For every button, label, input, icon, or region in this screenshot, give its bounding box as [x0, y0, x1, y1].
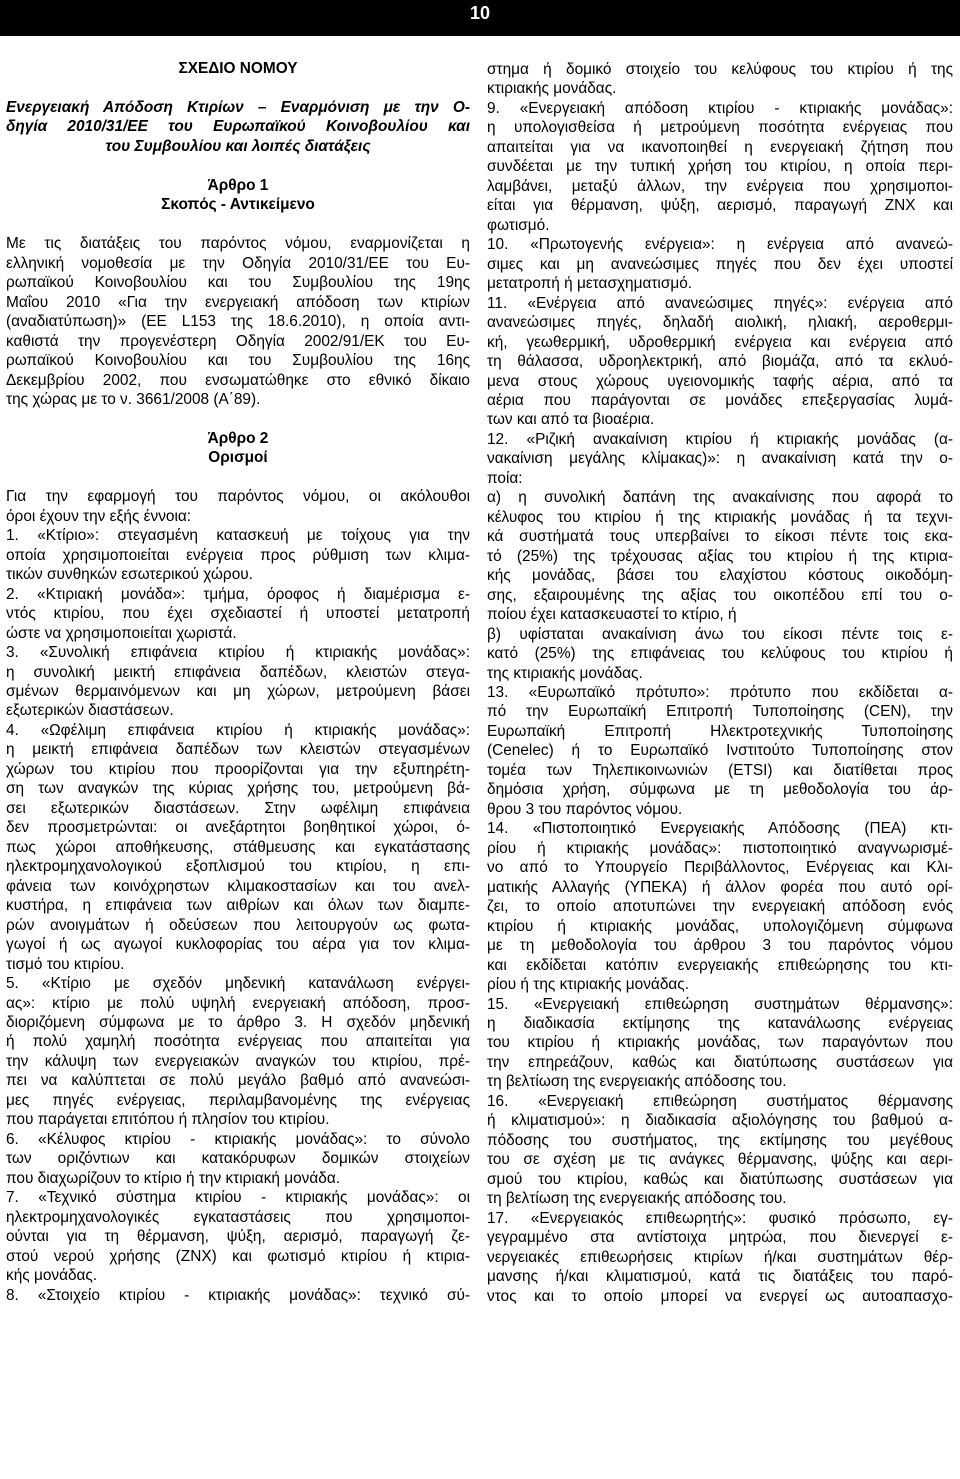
left-text-line: 2. «Κτιριακή μονάδα»: τμήμα, όροφος ή διαμέρισμα ε-	[6, 585, 470, 603]
right-text-line: ποία:	[487, 469, 523, 487]
right-text-line: ντος και το οποίο μπορεί να ενεργεί ως αυτοαπασχο-	[487, 1287, 953, 1305]
right-text-line: 14. «Πιστοποιητικό Ενεργειακής Απόδοσης (ΠΕΑ) κτι-	[487, 820, 953, 838]
right-text-line: πόδοσης του συστήματος, της εκτίμησης του μεγέθους	[487, 1131, 953, 1149]
left-heading-line: ΣΧΕΔΙΟ ΝΟΜΟΥ	[178, 60, 298, 77]
left-text-line: σει εξωτερικών διαστάσεων. Στην ωφέλιμη επιφάνεια	[6, 799, 470, 817]
page-number: 10	[0, 0, 960, 36]
left-text-line: κυστήρα, η επιφάνεια των αιθρίων και όλων των διαμπε-	[6, 897, 470, 915]
left-text-line: ας»: κτίριο με πολύ υψηλή ενεργειακή απόδοση, προσ-	[6, 994, 470, 1012]
left-text-line: δεν προσμετρώνται: οι ανεξάρτητοι βοηθητικοί χώροι, ό-	[6, 819, 470, 837]
left-text-line: φάνεια των κοινόχρηστων κλιμακοστασίων και του ανελ-	[6, 877, 470, 895]
right-text-line: μανσης ή/και κλιματισμού, κατά τις διατάξεις του παρό-	[487, 1268, 953, 1286]
left-bill-title-line: δηγία 2010/31/ΕΕ του Ευρωπαϊκού Κοινοβουλίου και	[6, 118, 470, 136]
left-text-line: 3. «Συνολική επιφάνεια κτιρίου ή κτιριακής μονάδας»:	[6, 644, 470, 662]
right-text-line: 10. «Πρωτογενής ενέργεια»: η ενέργεια από ανανεώ-	[487, 236, 953, 254]
left-text-line: χώρων του κτιρίου που προορίζονται για την εξυπηρέτη-	[6, 760, 470, 778]
right-text-line: νεργειακές επιθεωρήσεις κτιρίων ή/και συστημάτων θέρ-	[487, 1248, 953, 1266]
left-text-line: Με τις διατάξεις του παρόντος νόμου, εναρμονίζεται η	[6, 235, 470, 253]
right-text-line: κτιρίου ή κτιριακής μονάδας, υπολογιζόμενη σύμφωνα	[487, 917, 953, 935]
right-text-line: νο από το Υπουργείο Περιβάλλοντος, Ενέργειας και Κλι-	[487, 859, 953, 877]
left-text-line: 8. «Στοιχείο κτιρίου - κτιριακής μονάδας»: τεχνικό σύ-	[6, 1286, 470, 1304]
left-text-line: Δεκεμβρίου 2002, που ενσωματώθηκε στο εθνικό δίκαιο	[6, 371, 470, 389]
left-text-line: καθιστά την προγενέστερη Οδηγία 2002/91/ΕΚ του Ευ-	[6, 332, 470, 350]
left-text-line: ρών ανοιγμάτων ή οδεύσεων που λειτουργούν ως φωτα-	[6, 916, 470, 934]
right-text-line: α) η συνολική δαπάνη της ανακαίνισης που αφορά το	[487, 489, 953, 507]
left-text-line: 5. «Κτίριο με σχεδόν μηδενική κατανάλωση ενέργει-	[6, 975, 470, 993]
left-text-line: των οριζόντιων και κατακόρυφων δομικών στοιχείων	[6, 1150, 470, 1168]
right-text-line: σιμες και μη ανανεώσιμες πηγές που δεν έχει υποστεί	[487, 255, 953, 273]
left-text-line: γωγοί ή ως αγωγοί κυκλοφορίας του αέρα για τον κλιμα-	[6, 936, 470, 954]
left-text-line: η μεικτή επιφάνεια δαπέδων των κλειστών στεγασμένων	[6, 741, 470, 759]
left-spacer	[6, 78, 470, 97]
left-heading-line: Σκοπός - Αντικείμενο	[161, 196, 315, 214]
left-text-line: (αναδιατύπωση)» (ΕΕ L153 της 18.6.2010), η οποία αντι-	[6, 313, 470, 331]
right-text-line: μενα στους χώρους υγειονομικής ταφής αέρια, από τα	[487, 372, 953, 390]
right-text-line: απαιτείται για να ικανοποιηθεί η ενεργειακή ζήτηση που	[487, 138, 953, 156]
right-text-line: στημα ή δομικό στοιχείο του κελύφους του κτιρίου ή της	[487, 61, 953, 78]
left-text-line: πει να καλύπτεται σε πολύ μεγάλο βαθμό από ανανεώσι-	[6, 1072, 470, 1090]
left-heading-line: Ορισμοί	[208, 449, 268, 467]
right-text-line: της κτιριακής μονάδας.	[487, 664, 643, 682]
right-text-line: ματικής Αλλαγής (ΥΠΕΚΑ) ή άλλον φορέα που αυτό ορί-	[487, 878, 953, 896]
right-text-line: νακαίνιση μεγάλης κλίμακας)»: η ανακαίνιση κατά την ο-	[487, 450, 953, 468]
left-text-line: ελληνική νομοθεσία με την Οδηγία 2010/31/ΕΕ του Ευ-	[6, 254, 470, 272]
left-text-line: οποία χρησιμοποιείται ενέργεια προς ρύθμιση των κλιμα-	[6, 546, 470, 564]
right-text-line: 15. «Ενεργειακή επιθεώρηση συστημάτων θέρμανσης»:	[487, 995, 953, 1013]
right-text-line: (Cenelec) ή το Ευρωπαϊκό Ινστιτούτο Τυποποίησης στον	[487, 742, 953, 760]
left-spacer	[6, 468, 470, 487]
left-text-line: ση των αναγκών της κύριας χρήσης του, μετρούμενη βά-	[6, 780, 470, 798]
right-text-line: η υπολογισθείσα ή μετρούμενη ποσότητα ενέργειας που	[487, 119, 953, 137]
right-text-line: πό την Ευρωπαϊκή Επιτροπή Τυποποίησης (CEN), την	[487, 703, 953, 721]
left-text-line: 1. «Κτίριο»: στεγασμένη κατασκευή με τοίχους για την	[6, 527, 470, 545]
left-text-line: ηλεκτρομηχανολογικού εξοπλισμού του κτιρίου, η επι-	[6, 858, 470, 876]
right-text-line: 16. «Ενεργειακή επιθεώρηση συστήματος θέρμανσης	[487, 1092, 953, 1110]
left-text-line: της χώρας με το ν. 3661/2008 (Α΄89).	[6, 390, 261, 408]
right-text-line: σμού του κτιρίου, καθώς και διατύπωσης συστάσεων για	[487, 1170, 953, 1188]
right-text-line: ανανεώσιμες πηγές, δηλαδή αιολική, ηλιακή, αεροθερμι-	[487, 314, 953, 332]
right-text-line: είται για θέρμανση, ψύξη, αερισμό, παραγωγή ΖΝΧ και	[487, 197, 953, 215]
right-text-line: τη θάλασσα, υδροηλεκτρική, από βιομάζα, από τα εκλυό-	[487, 353, 953, 371]
left-text-line: ρωπαϊκού Κοινοβουλίου και του Συμβουλίου της 19ης	[6, 274, 470, 292]
right-text-line: συνδέεται με την τυπική χρήση του κτιρίου, η οποία περι-	[487, 158, 953, 176]
left-text-line: 7. «Τεχνικό σύστημα κτιρίου - κτιριακής μονάδας»: οι	[6, 1189, 470, 1207]
right-text-line: Ευρωπαϊκή Επιτροπή Ηλεκτροτεχνικής Τυποποίησης	[487, 722, 953, 740]
right-text-line: την επηρεάζουν, καθώς και διατύπωσης συστάσεων για	[487, 1053, 953, 1071]
right-text-line: 17. «Ενεργειακός επιθεωρητής»: φυσικό πρόσωπο, εγ-	[487, 1209, 953, 1227]
right-text-line: β) υφίσταται ανακαίνιση άνω του είκοσι πέντε τοις ε-	[487, 625, 953, 643]
left-text-line: ούνται για τη θέρμανση, ψύξη, αερισμό, παραγωγή ζε-	[6, 1228, 470, 1246]
left-text-line: ρωπαϊκού Κοινοβουλίου και του Συμβουλίου της 16ης	[6, 352, 470, 370]
left-text-line: όροι έχουν την εξής έννοια:	[6, 507, 192, 525]
right-text-line: γεγραμμένο στα αντίστοιχα μητρώα, που διενεργεί ε-	[487, 1229, 953, 1247]
right-text-line: κή, γεωθερμική, υδροθερμική ενέργεια και ενέργεια από	[487, 333, 953, 351]
right-text-line: τη βελτίωση της ενεργειακής απόδοσης του.	[487, 1073, 787, 1091]
right-text-line: κατό (25%) της επιφάνειας του κελύφους του κτιρίου ή	[487, 645, 953, 663]
left-text-line: 6. «Κέλυφος κτιρίου - κτιριακής μονάδας»: το σύνολο	[6, 1130, 470, 1148]
right-text-line: ρίου ή της κτιριακής μονάδας.	[487, 976, 689, 994]
right-text-line: δημόσια χρήση, σύμφωνα με τη μεθοδολογία του άρ-	[487, 781, 953, 799]
left-text-line: η συνολική μεικτή επιφάνεια δαπέδων, κλειστών στεγα-	[6, 663, 470, 681]
right-text-line: ποίου έχει κατασκευαστεί το κτίριο, ή	[487, 606, 737, 624]
right-text-line: των και από τα βιοαέρια.	[487, 411, 655, 429]
right-text-line: αέρια που παράγονται σε μονάδες επεξεργασίας λυμά-	[487, 391, 953, 409]
right-text-line: ζει, το οποίο αποτυπώνει την ενεργειακή απόδοση ενός	[487, 898, 953, 916]
left-text-line: στού νερού χρήσης (ΖΝΧ) και φωτισμό κτιρίου ή κτιρια-	[6, 1247, 470, 1265]
right-text-line: ή κλιματισμού»: η διαδικασία αξιολόγησης του βαθμού α-	[487, 1112, 953, 1130]
right-text-line: κής μονάδας, βάσει του ελαχίστου κόστους οικοδόμη-	[487, 567, 953, 585]
left-text-line: που διαχωρίζουν το κτίριο ή την κτιριακή μονάδα.	[6, 1169, 341, 1187]
right-text-line: 11. «Ενέργεια από ανανεώσιμες πηγές»: ενέργεια από	[487, 294, 953, 312]
left-bill-title-line: του Συμβουλίου και λοιπές διατάξεις	[105, 137, 371, 155]
right-text-line: κά συστήματά τους υπερβαίνει το είκοσι πέντε τοις εκα-	[487, 528, 953, 546]
left-text-line: ηλεκτρομηχανολογικές εγκαταστάσεις που χρησιμοποι-	[6, 1208, 470, 1226]
left-text-column	[6, 59, 470, 1479]
left-heading-line: Άρθρο 1	[207, 176, 269, 194]
right-text-line: του σε σχέση με τις ανάγκες θέρμανσης, ψύξης και αερι-	[487, 1151, 953, 1169]
right-text-line: ρίου ή κτιριακής μονάδας»: πιστοποιητικό αναγνωρισμέ-	[487, 839, 953, 857]
right-text-line: κέλυφος του κτιρίου ή της κτιριακής μονάδας ή τα τεχνι-	[487, 508, 953, 526]
right-text-line: φωτισμό.	[487, 216, 550, 234]
right-text-line: λαμβάνει, μεταξύ άλλων, την ενέργεια που χρησιμοποι-	[487, 177, 953, 195]
right-text-line: μετατροπή ή μετασχηματισμό.	[487, 275, 693, 293]
left-text-line: Για την εφαρμογή του παρόντος νόμου, οι ακόλουθοι	[6, 488, 470, 506]
left-text-line: την κάλυψη των ενεργειακών αναγκών του κτιρίου, πρέ-	[6, 1052, 470, 1070]
left-text-line: πως χώροι αποθήκευσης, στάθμευσης και εγκατάστασης	[6, 838, 470, 856]
left-text-line: κής μονάδας.	[6, 1267, 98, 1285]
left-spacer	[6, 215, 470, 234]
left-spacer	[6, 156, 470, 175]
left-spacer	[6, 409, 470, 428]
right-text-line: σης, εξαιρουμένης της αξίας του οικοπέδου επί του ο-	[487, 586, 953, 604]
right-text-line: τομέα των Τηλεπικοινωνιών (ETSI) και διατίθεται προς	[487, 761, 953, 779]
right-text-line: 9. «Ενεργειακή απόδοση κτιρίου - κτιριακής μονάδας»:	[487, 99, 953, 117]
right-text-line: τό (25%) της τρέχουσας αξίας του κτιρίου ή της κτιρια-	[487, 547, 953, 565]
left-text-line: τισμό του κτιρίου.	[6, 955, 125, 973]
left-heading-line: Άρθρο 2	[207, 429, 269, 447]
left-text-line: ντός κτιρίου, που έχει σχεδιαστεί ή υποστεί μετατροπή	[6, 605, 470, 623]
left-text-line: σμένων θερμαινόμενων και μη χώρων, μετρούμενη βάσει	[6, 683, 470, 700]
left-text-line: που παράγεται επιτόπου ή πλησίον του κτιρίου.	[6, 1111, 330, 1129]
left-text-line: ή πολύ χαμηλή ποσότητα ενέργειας που απαιτείται για	[6, 1033, 470, 1051]
left-text-line: εξωτερικών διαστάσεων.	[6, 702, 174, 720]
right-text-line: του κτιρίου ή κτιριακής μονάδας, των παραγόντων που	[487, 1034, 953, 1052]
right-text-line: 12. «Ριζική ανακαίνιση κτιρίου ή κτιριακής μονάδας (α-	[487, 430, 953, 448]
left-text-line: ώστε να χρησιμοποιείται χωριστά.	[6, 624, 237, 642]
right-text-line: με τη μεθοδολογία του άρθρου 3 του παρόντος νόμου	[487, 937, 953, 955]
left-text-line: διοριζόμενη σύμφωνα με το άρθρο 3. Η σχεδόν μηδενική	[6, 1013, 470, 1031]
right-text-line: κτιριακής μονάδας.	[487, 80, 617, 98]
right-text-line: τη βελτίωση της ενεργειακής απόδοσης του.	[487, 1190, 787, 1208]
left-text-line: 4. «Ωφέλιμη επιφάνεια κτιρίου ή κτιριακής μονάδας»:	[6, 721, 470, 739]
left-bill-title-line: Ενεργειακή Απόδοση Κτιρίων – Εναρμόνιση με την Ο-	[6, 98, 470, 116]
right-text-line: 13. «Ευρωπαϊκό πρότυπο»: πρότυπο που εκδίδεται α-	[487, 684, 953, 701]
left-text-line: τικών συνθηκών εσωτερικού χώρου.	[6, 566, 253, 584]
right-text-line: και εκδίδεται κατόπιν ενεργειακής επιθεώρησης του κτι-	[487, 956, 953, 974]
right-text-line: θρου 3 του παρόντος νόμου.	[487, 800, 683, 818]
left-text-line: μες πηγές ενέργειας, περιλαμβανομένης της ενέργειας	[6, 1091, 470, 1109]
right-text-column	[487, 60, 953, 1479]
left-text-line: Μαΐου 2010 «Για την ενεργειακή απόδοση των κτιρίων	[6, 293, 470, 311]
right-text-line: η διαδικασία εκτίμησης της κατανάλωσης ενέργειας	[487, 1014, 953, 1032]
